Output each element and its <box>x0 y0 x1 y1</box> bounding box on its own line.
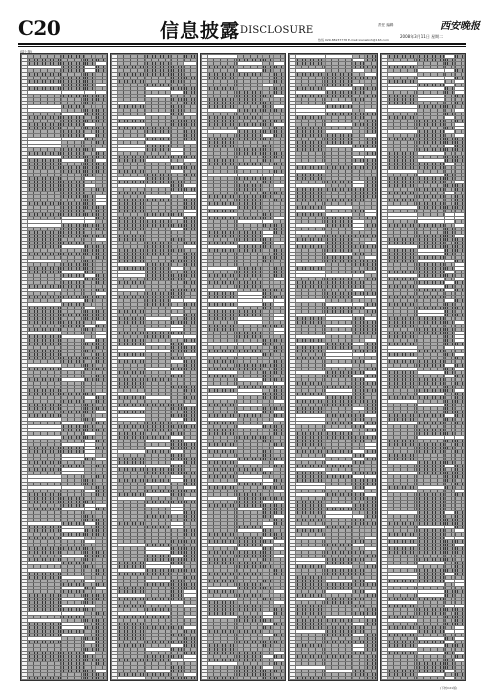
date-line: 2008年3月11日 星期二 <box>400 34 444 39</box>
disclosure-table <box>111 54 197 681</box>
table-column-5 <box>380 53 466 681</box>
hotline: 热线 029-88237778 E-mail:xianwbxh@163.com <box>318 38 389 42</box>
table-column-4 <box>288 53 378 681</box>
table-cell <box>263 680 274 681</box>
table-column-2 <box>110 53 198 681</box>
table-cell <box>353 680 365 681</box>
table-cell <box>365 680 377 681</box>
table-cell <box>184 680 197 681</box>
header-rule-thin <box>18 46 466 47</box>
table-row <box>290 680 377 681</box>
disclosure-table <box>201 54 285 681</box>
table-column-1 <box>20 53 108 681</box>
table-cell <box>27 680 61 681</box>
page-number: C20 <box>18 16 61 40</box>
table-cell <box>117 680 145 681</box>
table-cell <box>207 680 237 681</box>
table-cell <box>295 680 325 681</box>
table-cell <box>325 680 353 681</box>
disclosure-table <box>21 54 107 681</box>
table-cell <box>145 680 171 681</box>
table-cell <box>85 680 96 681</box>
page-header <box>0 0 484 44</box>
editor-line: 责任 编辑 <box>378 23 394 27</box>
table-cell <box>274 680 285 681</box>
table-cell <box>171 680 184 681</box>
section-title: 信息披露 <box>160 20 241 42</box>
table-cell <box>61 680 85 681</box>
table-row <box>112 680 197 681</box>
disclosure-table <box>381 54 465 681</box>
table-caption: (接上版) <box>20 50 33 54</box>
table-row <box>22 680 107 681</box>
header-rule-thick <box>18 43 466 45</box>
table-cell <box>96 680 107 681</box>
table-cell <box>237 680 263 681</box>
disclosure-table <box>289 54 377 681</box>
table-column-3 <box>200 53 286 681</box>
section-title-en: DISCLOSURE <box>240 25 314 36</box>
masthead-logo: 西安晚报 <box>440 21 480 32</box>
table-row <box>202 680 285 681</box>
